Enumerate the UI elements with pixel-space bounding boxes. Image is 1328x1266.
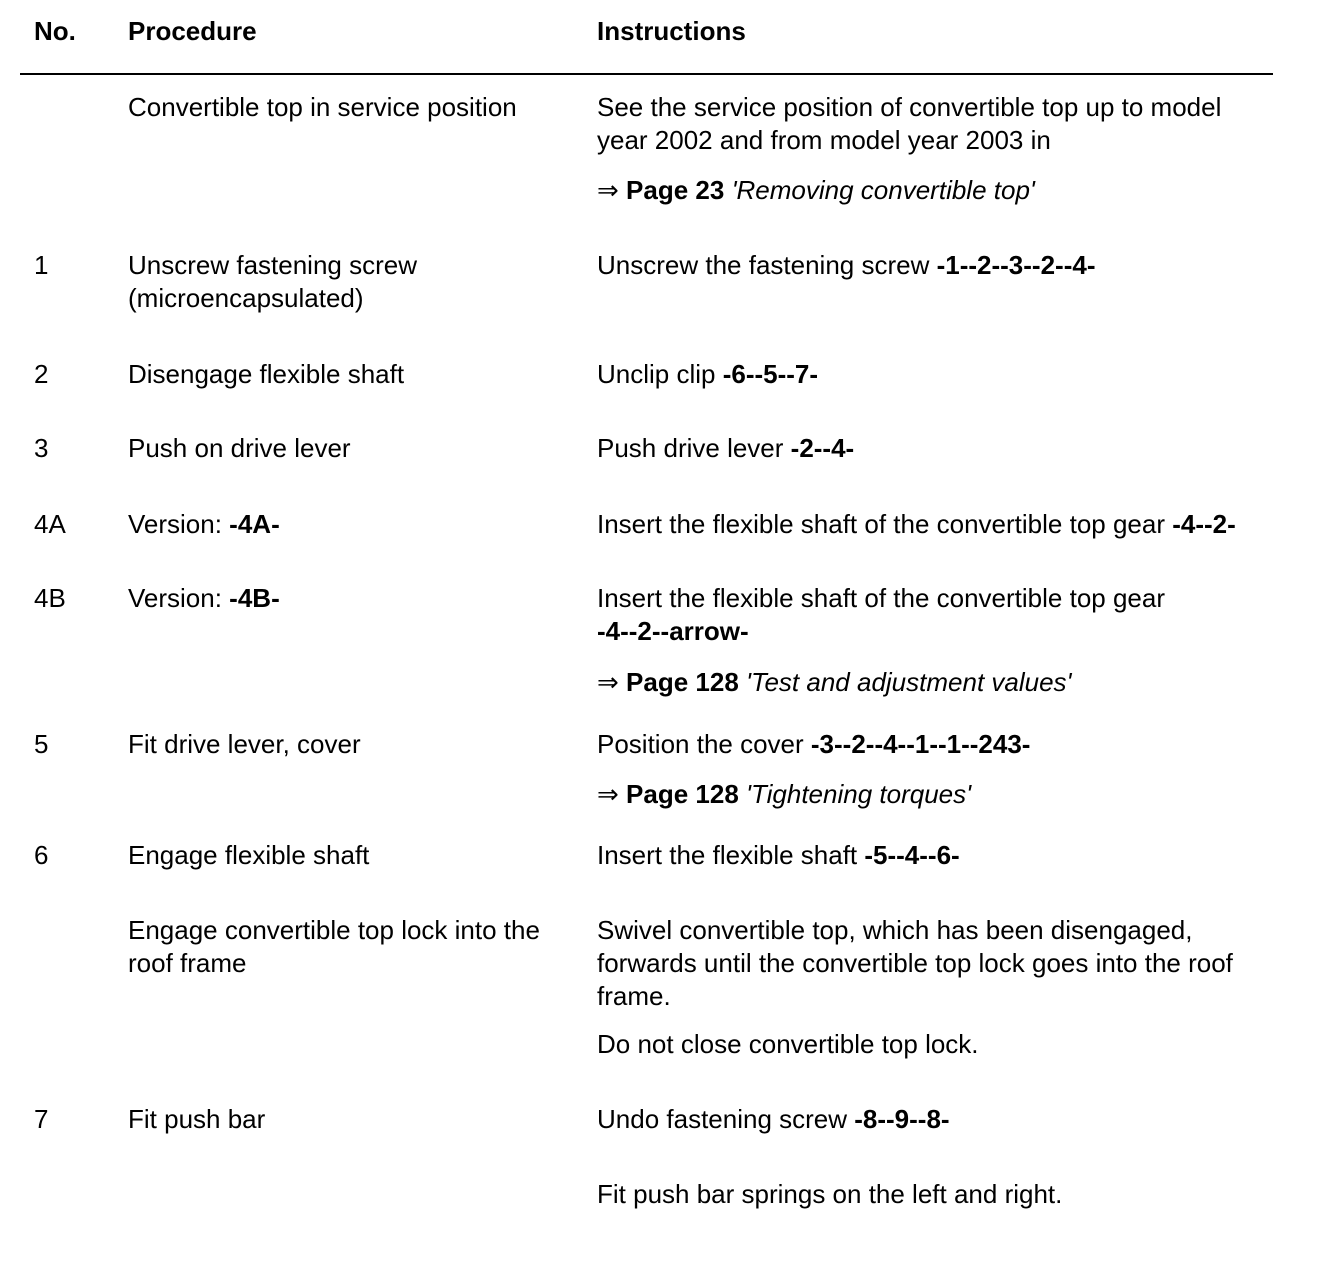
instruction-note: Do not close convertible top lock. [597,1029,979,1059]
instruction-text: Undo fastening screw -8--9--8- [597,1104,950,1134]
instruction-text: forwards until the convertible top lock goes into the roof [597,948,1233,978]
header-divider [20,73,1273,75]
procedure-text: Engage flexible shaft [128,840,370,870]
step-number: 1 [34,250,49,280]
page-reference[interactable] [597,666,1072,699]
header-procedure: Procedure [128,16,257,46]
instruction-text: year 2002 and from model year 2003 in [597,125,1051,155]
step-number: 2 [34,359,49,389]
instruction-text: Swivel convertible top, which has been disengaged, [597,915,1193,945]
part-numbers: -6--5--7- [722,359,819,389]
arrow-right-icon: ⇒ [597,779,619,809]
page-number: Page 128 [626,667,739,697]
instruction-text: Push drive lever -2--4- [597,433,855,463]
instruction-text [597,615,749,648]
instruction-text: Fit push bar springs on the left and right. [597,1179,1063,1209]
part-numbers: -2--4- [790,433,855,463]
step-number: 4B [34,583,66,613]
part-numbers: -4--2- [1172,509,1236,539]
step-number: 6 [34,840,49,870]
header-no: No. [34,16,76,46]
instruction-text: Insert the flexible shaft -5--4--6- [597,840,960,870]
procedure-text: Push on drive lever [128,433,351,463]
procedure-text: Version: -4A- [128,509,280,539]
procedure-text: Unscrew fastening screw [128,250,417,280]
version-code: -4B- [229,583,280,613]
instruction-text: Unscrew the fastening screw -1--2--3--2--4- [597,250,1096,280]
reference-title: 'Removing convertible top' [731,175,1035,205]
instruction-text: Position the cover -3--2--4--1--1--243- [597,729,1031,759]
procedure-text: Convertible top in service position [128,92,517,122]
step-number: 4A [34,509,66,539]
procedure-text: Disengage flexible shaft [128,359,405,389]
procedure-text: Fit push bar [128,1104,266,1134]
procedure-text: (microencapsulated) [128,283,364,313]
procedure-text: Version: -4B- [128,583,280,613]
page-number: Page 23 [626,175,725,205]
header-instructions: Instructions [597,16,746,46]
version-code: -4A- [229,509,280,539]
reference-title: 'Tightening torques' [746,779,972,809]
part-numbers: -5--4--6- [864,840,960,870]
part-numbers: -1--2--3--2--4- [936,250,1096,280]
part-numbers: -8--9--8- [854,1104,950,1134]
instruction-text: Insert the flexible shaft of the convertible top gear -4--2- [597,509,1236,539]
part-numbers: -3--2--4--1--1--243- [810,729,1031,759]
page-number: Page 128 [626,779,739,809]
step-number: 7 [34,1104,49,1134]
arrow-right-icon: ⇒ [597,667,619,697]
procedure-text: roof frame [128,948,247,978]
instruction-text: See the service position of convertible top up to model [597,92,1222,122]
step-number: 3 [34,433,49,463]
part-numbers: -4--2--arrow- [597,616,749,646]
reference-title: 'Test and adjustment values' [746,667,1072,697]
procedure-text: Fit drive lever, cover [128,729,361,759]
page-reference[interactable] [597,174,1035,207]
arrow-right-icon: ⇒ [597,175,619,205]
step-number: 5 [34,729,49,759]
instruction-text: Insert the flexible shaft of the convertible top gear [597,583,1166,613]
procedure-text: Engage convertible top lock into the [128,915,540,945]
instruction-text: Unclip clip -6--5--7- [597,359,819,389]
instruction-text: frame. [597,981,671,1011]
page-reference[interactable] [597,778,971,811]
